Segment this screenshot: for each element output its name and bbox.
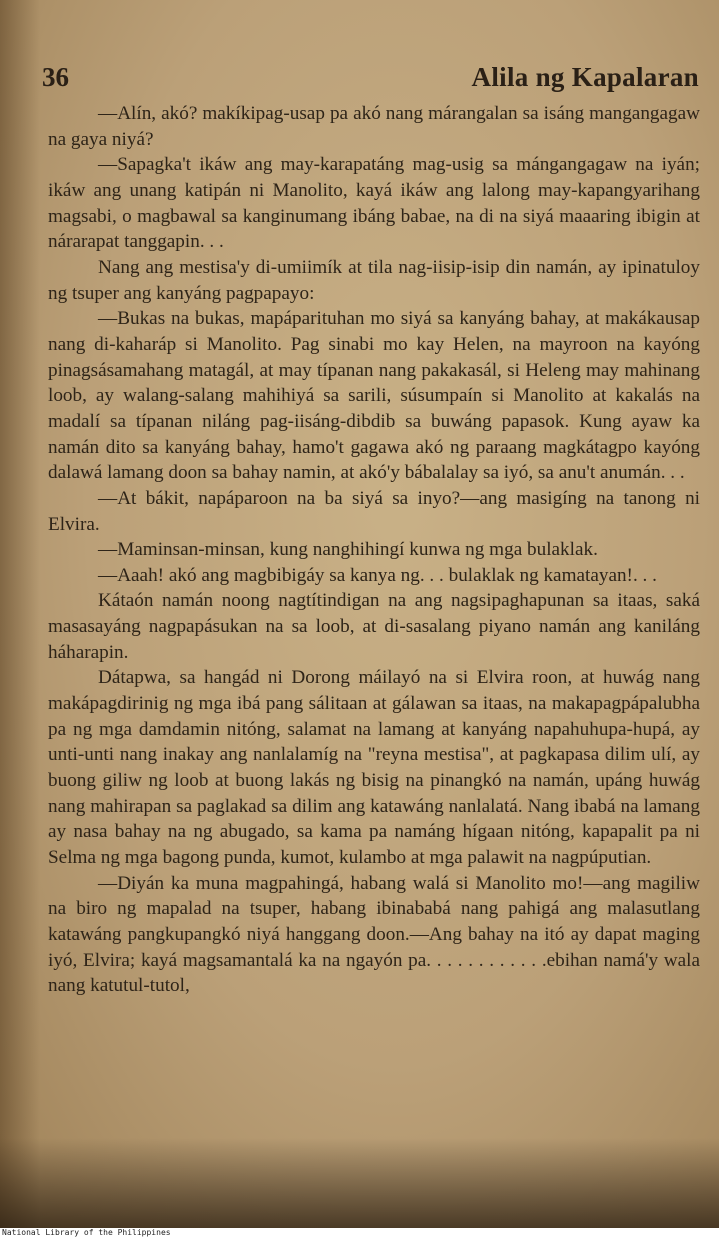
paragraph-4: —Bukas na bukas, mapáparituhan mo siyá sa kanyáng bahay, at makákausap nang di-kaharáp si Manolito. Pag sinabi mo kay Helen, na mayroon na kayóng pinagsásamahang matagál, at may típanan nang pakakasál, si Heleng may mahinang loob, ay walang-salang mahihiyá sa sarili, súsumpaín si Manolito at kakalás na madalí sa típanan niláng pag-iisáng-dibdib sa buwáng papasok. Kung ayaw ka namán dito sa kanyáng bahay, hamo't gagawa akó ng paraang magkátagpo kayóng dalawá lamang doon sa bahay namin, at akó'y bábalalay sa iyó, sa anu't anumán. . . — [48, 308, 700, 484]
library-credit: National Library of the Philippines — [0, 1228, 719, 1238]
running-title: Alila ng Kapalaran — [471, 62, 699, 92]
paragraph-5: —At bákit, napáparoon na ba siyá sa inyo?—ang masigíng na tanong ni Elvira. — [48, 487, 700, 535]
paragraph-1: —Alín, akó? makíkipag-usap pa akó nang márangalan sa isáng mangangagaw na gaya niyá? — [48, 103, 700, 150]
page-header — [42, 62, 699, 102]
paragraph-7: —Aaah! akó ang magbibigáy sa kanya ng. . . bulaklak ng kamatayan!. . . — [98, 564, 657, 586]
paragraph-10: —Diyán ka muna magpahingá, habang walá si Manolito mo!—ang magiliw na biro ng mapalad na tsuper, habang ibinababá nang pahigá ang malasutlang katawáng pangkupangkó niyá hanggang doon.—Ang bahay na itó ay dapat maging iyó, Elvira; kayá magsamantalá ka na ngayón pa. . . . . . . . . . . .ebihan namá'y wala nang katutul-tutol, — [48, 872, 700, 997]
paragraph-3: Nang ang mestisa'y di-umiimík at tila nag-iisip-isip din namán, ay ipinatuloy ng tsuper ang kanyáng pagpapayo: — [48, 256, 700, 304]
paragraph-6: —Maminsan-minsan, kung nanghihingí kunwa ng mga bulaklak. — [98, 539, 598, 561]
page-number: 36 — [42, 62, 69, 92]
paragraph-2: —Sapagka't ikáw ang may-karapatáng mag-usig sa mángangagaw na iyán; ikáw ang unang katipán ni Manolito, kayá ikáw ang lalong may-kapangyarihang magsabi, o magbawal sa kanginumang ibáng babae, na di na siyá maaaring ibigin at nárarapat tanggapin. . . — [48, 154, 700, 253]
paragraph-8: Kátaón namán noong nagtítindigan na ang nagsipaghapunan sa itaas, saká masasayáng nagpapásukan na sa loob, at di-sasalang piyano namán ang kaniláng háharapin. — [48, 590, 700, 663]
paragraph-9: Dátapwa, sa hangád ni Dorong máilayó na si Elvira roon, at huwág nang makápagdirinig ng mga ibá pang sálitaan at gálawan sa itaas, na makapagpápalubha pa ng mga damdamin nitóng, salamat na lamang at kanyáng napahuhupa-hupá, ay unti-unti nang inakay ang nanlalamíg na "reyna mestisa", at pagkapasa dilim ulí, ay buong giliw ng loob at buong lakás ng bisig na pinangkó na namán, upáng huwág nang mahirapan sa paglakad sa dilim ang katawáng nanlalatá. Nang ibabá na lamang ay nasa bahay na ng abugado, sa kama pa namáng hígaan nitóng, kapapalit pa ni Selma ng mga bagong punda, kumot, kulambo at mga palawit na nagpúputian. — [48, 667, 700, 869]
body-text — [48, 101, 700, 999]
